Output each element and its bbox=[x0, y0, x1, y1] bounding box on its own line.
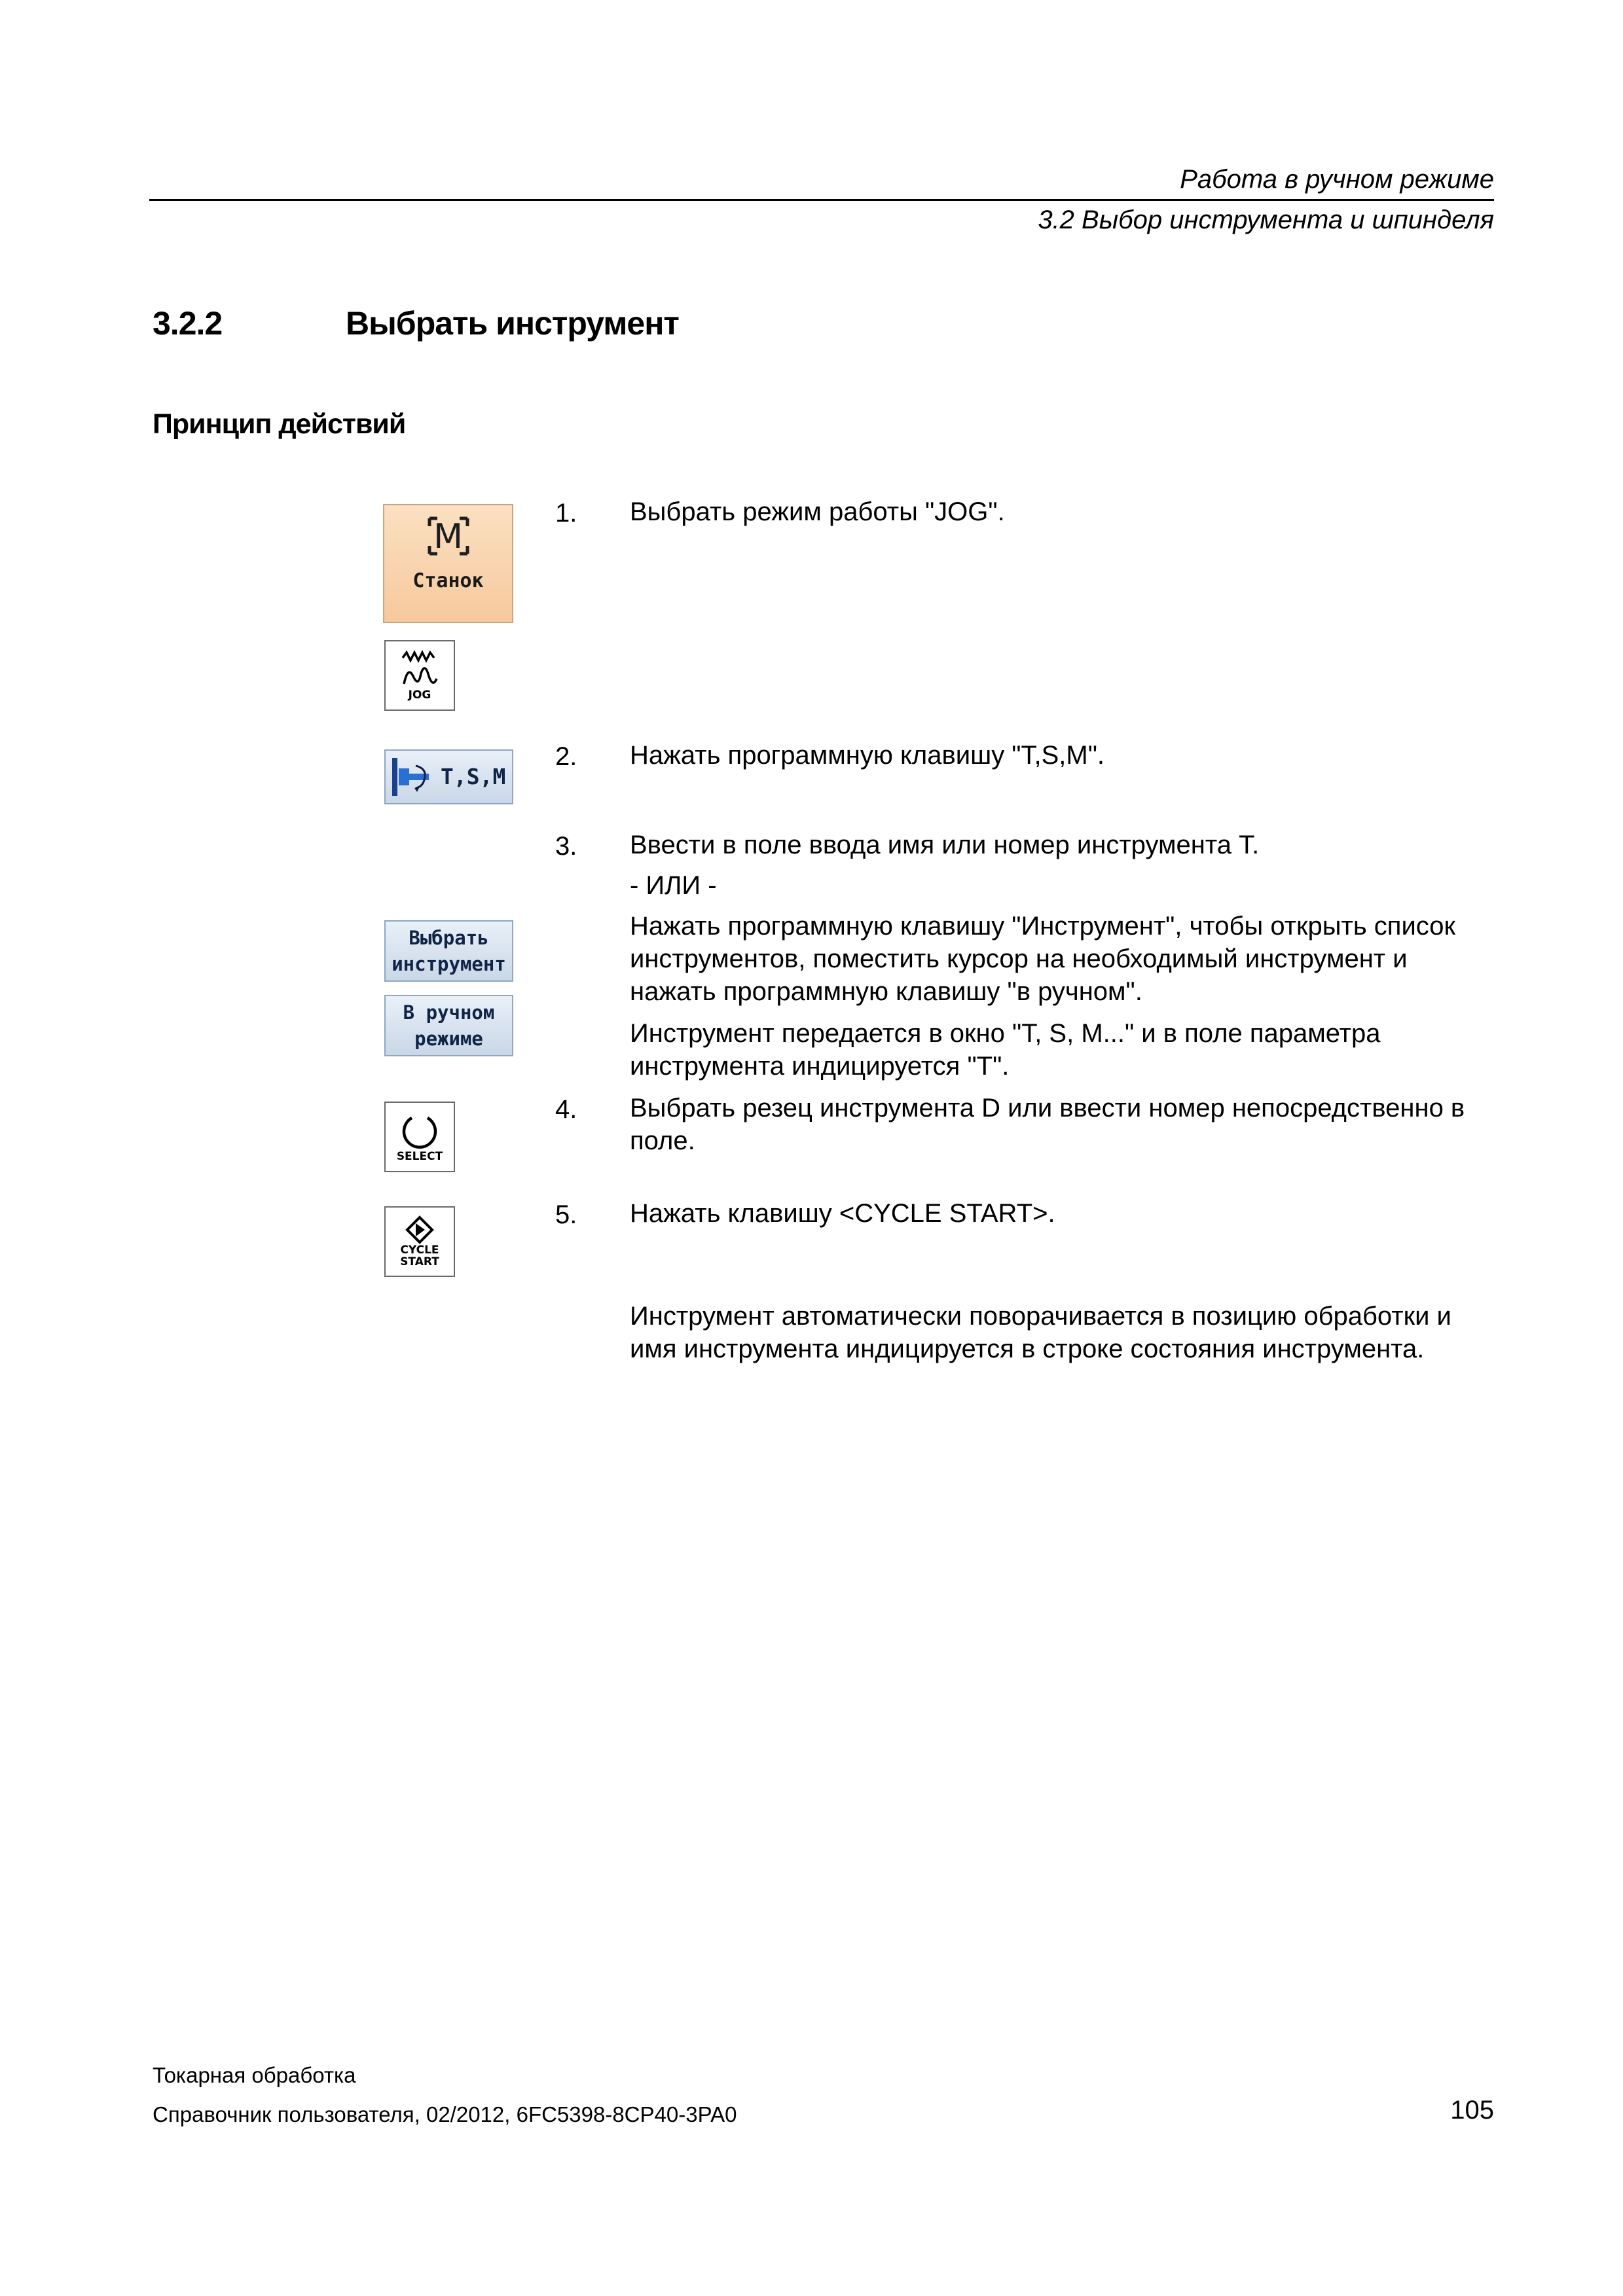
header-rule bbox=[149, 199, 1494, 201]
step-2-number: 2. bbox=[555, 742, 577, 771]
cycle-start-icon bbox=[403, 1215, 436, 1244]
cycle-start-key[interactable] bbox=[384, 1206, 455, 1277]
manual-softkey[interactable] bbox=[384, 995, 513, 1056]
subheading: Принцип действий bbox=[153, 408, 406, 440]
step-4-text: Выбрать резец инструмента D или ввести номер непосредственно в поле. bbox=[630, 1094, 1465, 1155]
result-text: Инструмент автоматически поворачивается в позицию обработки и имя инструмента индицируется в строке состояния инструмента. bbox=[630, 1302, 1451, 1363]
tsm-softkey-label: T,S,M bbox=[441, 764, 506, 789]
machine-key[interactable] bbox=[383, 504, 513, 623]
manual-line1: В ручном bbox=[403, 1001, 495, 1024]
step-2-text: Нажать программную клавишу "T,S,M". bbox=[630, 741, 1105, 770]
step-1-number: 1. bbox=[555, 499, 577, 528]
step-1-text: Выбрать режим работы "JOG". bbox=[630, 497, 1005, 526]
jog-key-label: JOG bbox=[408, 689, 431, 702]
machine-key-label: Станок bbox=[412, 569, 484, 592]
footer-manual-info: Справочник пользователя, 02/2012, 6FC5398-8CP40-3PA0 bbox=[153, 2102, 737, 2126]
cycle-start-line2: START bbox=[400, 1255, 439, 1268]
step-3-alternative: Нажать программную клавишу "Инструмент", чтобы открыть список инструментов, поместить курсор на необходимый инструмент и нажать программную клавишу "в ручном". bbox=[630, 912, 1455, 1006]
machine-icon bbox=[426, 516, 471, 556]
footer-product: Токарная обработка bbox=[153, 2063, 356, 2087]
running-header-section: 3.2 Выбор инструмента и шпинделя bbox=[1038, 206, 1494, 234]
select-icon bbox=[399, 1111, 441, 1151]
select-tool-line2: инструмент bbox=[392, 953, 506, 975]
jog-key[interactable] bbox=[384, 640, 455, 711]
page-number: 105 bbox=[1450, 2096, 1494, 2125]
step-4-number: 4. bbox=[555, 1095, 577, 1124]
step-3-number: 3. bbox=[555, 832, 577, 861]
section-number: 3.2.2 bbox=[153, 305, 223, 342]
step-5-number: 5. bbox=[555, 1200, 577, 1229]
select-tool-softkey[interactable] bbox=[384, 920, 513, 982]
tool-spindle-icon bbox=[390, 754, 438, 800]
manual-line2: режиме bbox=[414, 1028, 483, 1050]
machine-glyph: M bbox=[433, 517, 463, 556]
tsm-softkey[interactable] bbox=[384, 749, 513, 804]
section-title: Выбрать инструмент bbox=[346, 305, 679, 342]
step-5-text: Нажать клавишу <CYCLE START>. bbox=[630, 1199, 1055, 1228]
select-key[interactable] bbox=[384, 1102, 455, 1172]
select-key-label: SELECT bbox=[396, 1150, 443, 1163]
jog-icon bbox=[399, 650, 441, 689]
running-header-chapter: Работа в ручном режиме bbox=[1180, 165, 1494, 194]
step-3-or: - ИЛИ - bbox=[630, 871, 717, 900]
step-3-text: Ввести в поле ввода имя или номер инструмента Т. bbox=[630, 831, 1260, 859]
cycle-start-line1: CYCLE bbox=[400, 1244, 439, 1257]
step-3-note: Инструмент передается в окно "T, S, M..." и в поле параметра инструмента индицируется "T". bbox=[630, 1019, 1381, 1081]
select-tool-line1: Выбрать bbox=[409, 927, 489, 949]
